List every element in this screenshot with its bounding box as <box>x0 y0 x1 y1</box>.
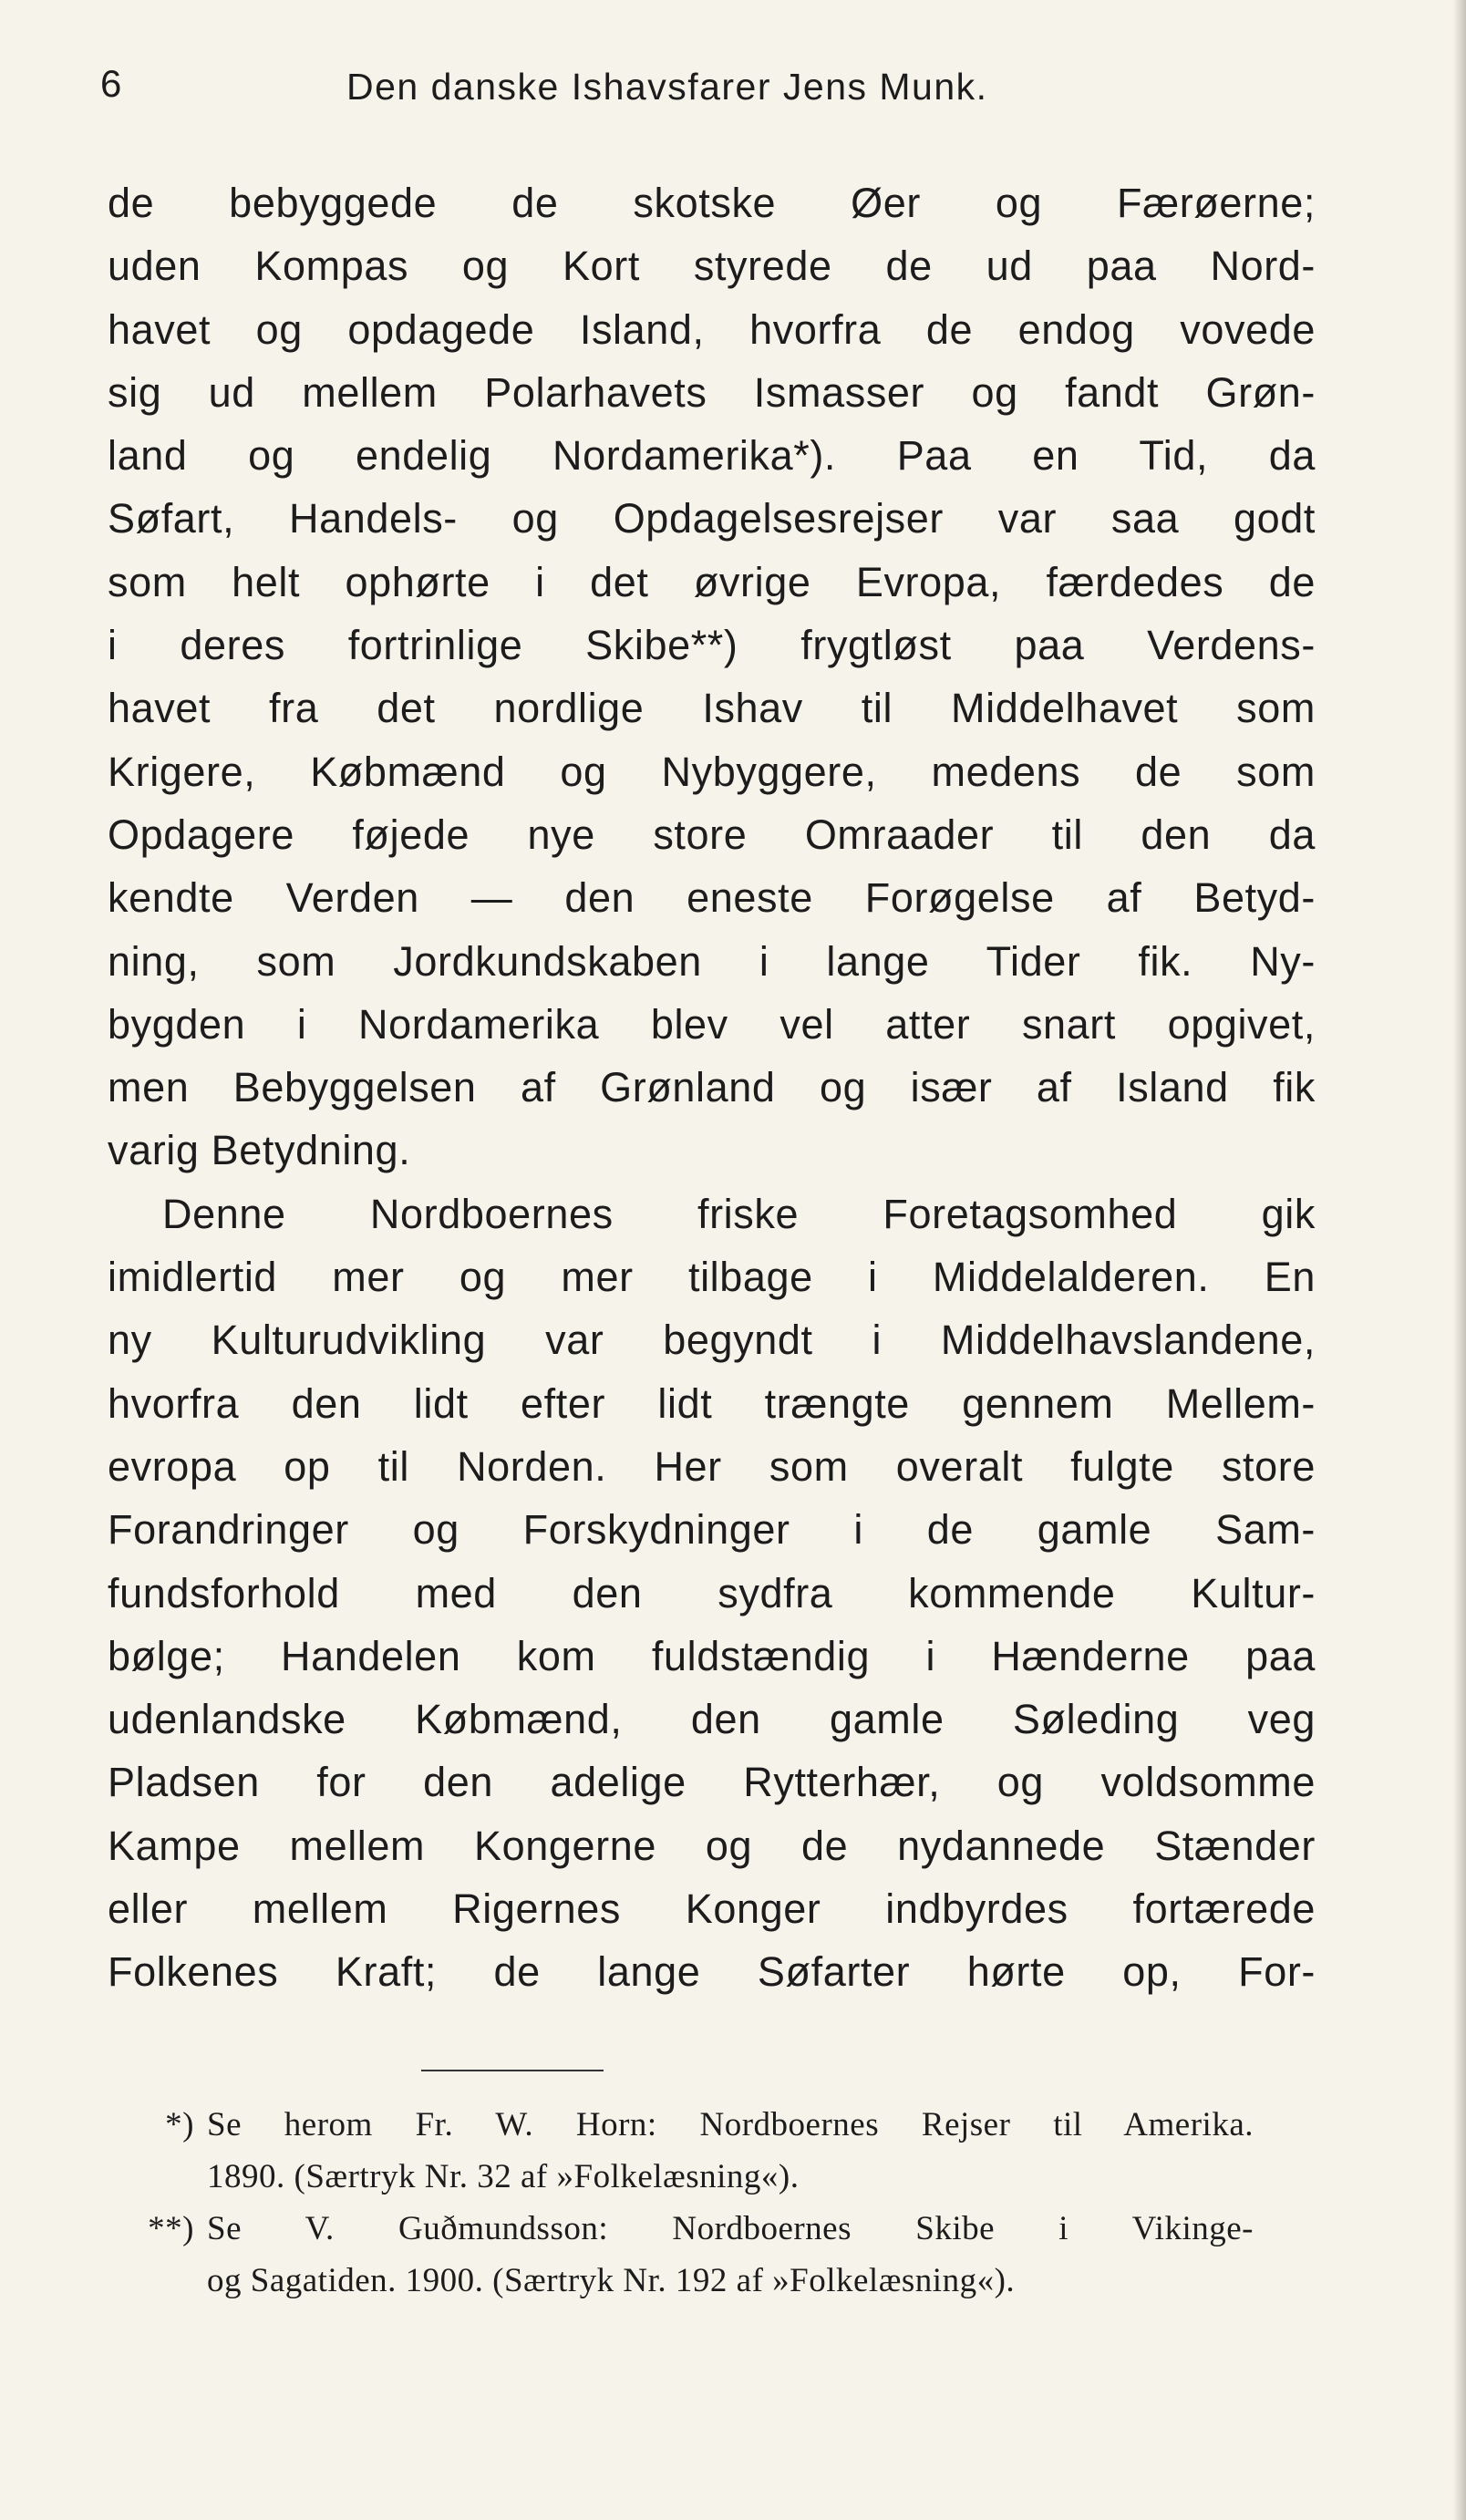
text-line: ning, som Jordkundskaben i lange Tider fik. Ny- <box>108 937 1316 985</box>
footnote-2-line-2 <box>141 2255 1327 2307</box>
text-line: som helt ophørte i det øvrige Evropa, færdedes de <box>108 558 1316 605</box>
footnote-1-line-1 <box>141 2099 1327 2151</box>
text-line: imidlertid mer og mer tilbage i Middelalderen. En <box>108 1254 1316 1301</box>
text-line: hvorfra den lidt efter lidt trængte gennem Mellem- <box>108 1379 1316 1427</box>
page-header <box>100 62 1395 117</box>
text-line: Forandringer og Forskydninger i de gamle Sam- <box>108 1506 1316 1554</box>
footnote-text: Se V. Guðmundsson: Nordboernes Skibe i Vikinge- <box>207 2210 1254 2247</box>
footnote-text: og Sagatiden. 1900. (Særtryk Nr. 192 af »Folkelæsning«). <box>207 2262 1016 2299</box>
footnote-1-line-2 <box>141 2151 1327 2203</box>
text-line: evropa op til Norden. Her som overalt fulgte store <box>108 1442 1316 1490</box>
text-line: land og endelig Nordamerika*). Paa en Tid, da <box>108 432 1316 480</box>
text-line: eller mellem Rigernes Konger indbyrdes fortærede <box>108 1885 1316 1933</box>
text-line: kendte Verden — den eneste Forøgelse af Betyd- <box>108 874 1316 922</box>
footnote-text: Se herom Fr. W. Horn: Nordboernes Rejser til Amerika. <box>207 2106 1254 2143</box>
text-line: Krigere, Købmænd og Nybyggere, medens de som <box>108 748 1316 795</box>
text-line: i deres fortrinlige Skibe**) frygtløst paa Verdens- <box>108 622 1316 669</box>
text-line: sig ud mellem Polarhavets Ismasser og fandt Grøn- <box>108 368 1316 416</box>
text-line-paragraph-end: varig Betydning. <box>108 1127 411 1174</box>
text-line: havet og opdagede Island, hvorfra de endog vovede <box>108 305 1316 353</box>
text-line: fundsforhold med den sydfra kommende Kultur- <box>108 1569 1316 1616</box>
footnote-separator <box>421 2070 604 2071</box>
text-line: de bebyggede de skotske Øer og Færøerne; <box>108 180 1316 226</box>
text-line: ny Kulturudvikling var begyndt i Middelhavslandene, <box>108 1317 1316 1364</box>
text-line: udenlandske Købmænd, den gamle Søleding veg <box>108 1696 1316 1743</box>
text-line: havet fra det nordlige Ishav til Middelhavet som <box>108 685 1316 732</box>
text-line: men Bebyggelsen af Grønland og især af Island fik <box>108 1064 1316 1111</box>
text-line: bølge; Handelen kom fuldstændig i Hænderne paa <box>108 1632 1316 1679</box>
text-line: Folkenes Kraft; de lange Søfarter hørte op, For- <box>108 1948 1316 1996</box>
text-line: Opdagere føjede nye store Omraader til den da <box>108 811 1316 858</box>
footnote-marker: **) <box>148 2210 194 2247</box>
text-line-paragraph-start: Denne Nordboernes friske Foretagsomhed gik <box>162 1190 1316 1237</box>
text-line: Kampe mellem Kongerne og de nydannede Stænder <box>108 1822 1316 1869</box>
page-number: 6 <box>100 62 123 105</box>
body-text <box>108 171 1316 2004</box>
footnote-text: 1890. (Særtryk Nr. 32 af »Folkelæsning«). <box>207 2158 800 2195</box>
text-line: Pladsen for den adelige Rytterhær, og voldsomme <box>108 1759 1316 1806</box>
page-edge-shadow <box>1453 0 1466 2520</box>
text-line: bygden i Nordamerika blev vel atter snart opgivet, <box>108 1000 1316 1048</box>
footnote-marker: *) <box>165 2106 194 2143</box>
footnote-2-line-1 <box>141 2203 1327 2255</box>
text-line: uden Kompas og Kort styrede de ud paa Nord- <box>108 243 1316 290</box>
text-line: Søfart, Handels- og Opdagelsesrejser var saa godt <box>108 495 1316 542</box>
running-head: Den danske Ishavsfarer Jens Munk. <box>346 66 988 108</box>
footnotes <box>141 2099 1327 2307</box>
